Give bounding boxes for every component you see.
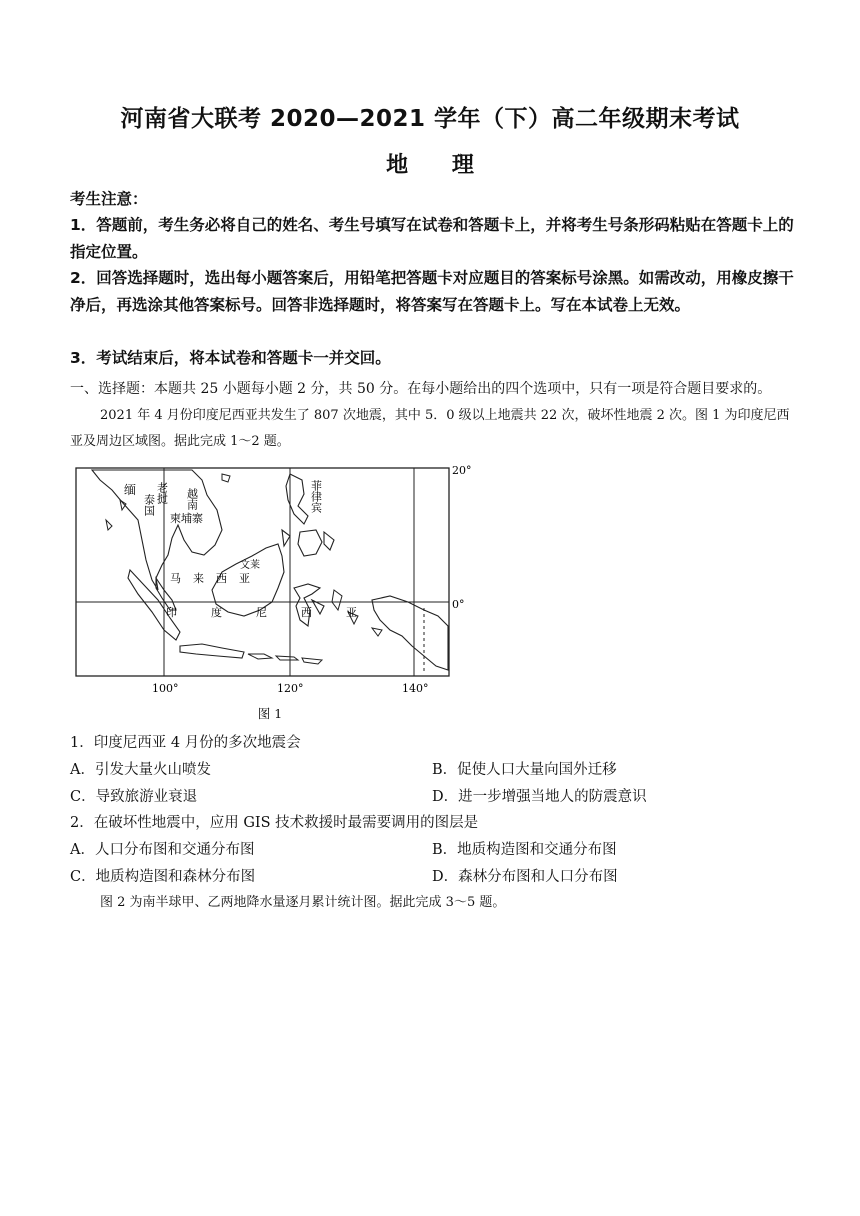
figure1-map (72, 460, 482, 700)
sulawesi-island (294, 584, 324, 626)
label-miandian: 缅 (124, 483, 137, 497)
exam-title: 河南省大联考 2020—2021 学年（下）高二年级期末考试 (120, 106, 740, 132)
java-island (180, 644, 244, 658)
notice-item-1: 1．答题前，考生务必将自己的姓名、考生号填写在试卷和答题卡上，并将考生号条形码粘贴在答题卡上的指定位置。 (70, 216, 794, 261)
notice-item-3: 3．考试结束后，将本试卷和答题卡一并交回。 (70, 349, 391, 367)
question-2-option-a[interactable]: A．人口分布图和交通分布图 (70, 842, 255, 858)
lat-label-20: 20° (452, 464, 472, 477)
label-jianpuzhai: 柬埔寨 (170, 512, 203, 525)
label-taiguo: 泰国 (142, 494, 156, 516)
label-wenlai: 文莱 (240, 560, 260, 571)
question-2-stem: 2．在破坏性地震中，应用 GIS 技术救援时最需要调用的图层是 (70, 815, 479, 831)
label-laowo: 老挝 (155, 482, 169, 504)
notice-item-2: 2．回答选择题时，选出每小题答案后，用铅笔把答题卡对应题目的答案标号涂黑。如需改动，用橡皮擦干净后，再选涂其他答案标号。回答非选择题时，将答案写在答题卡上。写在本试卷上无效。 (70, 269, 794, 314)
figure1-caption: 图 1 (257, 706, 283, 721)
lon-label-140: 140° (402, 682, 429, 695)
question-2-option-b[interactable]: B．地质构造图和交通分布图 (432, 842, 617, 858)
exam-subject: 地 理 (386, 153, 492, 178)
section-intro: 2021 年 4 月份印度尼西亚共发生了 807 次地震，其中 5．0 级以上地震共 22 次，破坏性地震 2 次。图 1 为印度尼西亚及周边区域图。据此完成 1～2 题。 (70, 408, 790, 449)
question-1-option-c[interactable]: C．导致旅游业衰退 (70, 789, 198, 805)
question-1-option-b[interactable]: B．促使人口大量向国外迁移 (432, 762, 617, 778)
label-malaixiya: 马来西亚 (170, 572, 262, 585)
label-yuenan: 越南 (185, 488, 199, 510)
figure2-intro: 图 2 为南半球甲、乙两地降水量逐月累计统计图。据此完成 3～5 题。 (100, 895, 506, 910)
question-1-stem: 1．印度尼西亚 4 月份的多次地震会 (70, 735, 301, 751)
lat-label-0: 0° (452, 598, 465, 611)
question-2-option-c[interactable]: C．地质构造图和森林分布图 (70, 869, 256, 885)
question-1-option-d[interactable]: D．进一步增强当地人的防震意识 (432, 789, 647, 805)
lon-label-120: 120° (277, 682, 304, 695)
lon-label-100: 100° (152, 682, 179, 695)
section-heading: 一、选择题：本题共 25 小题每小题 2 分，共 50 分。在每小题给出的四个选项中，只有一项是符合题目要求的。 (70, 381, 772, 397)
label-feilvbin: 菲律宾 (309, 480, 323, 513)
question-1-option-a[interactable]: A．引发大量火山喷发 (70, 762, 211, 778)
notice-heading: 考生注意： (70, 190, 148, 208)
label-yindunixiya: 印度尼西亚 (166, 606, 391, 619)
question-2-option-d[interactable]: D．森林分布图和人口分布图 (432, 869, 618, 885)
